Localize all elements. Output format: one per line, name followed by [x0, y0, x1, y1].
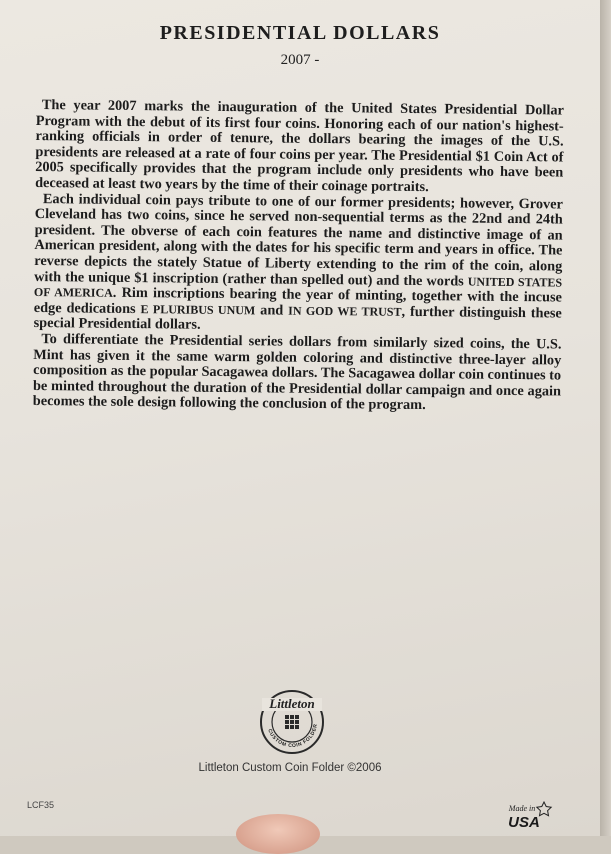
paragraph-2-part-d: , further distinguish these special Presidential dollars. — [33, 303, 562, 334]
paragraph-3: To differentiate the Presidential series dollars from similarly sized coins, the U.S. Mint has given it the same warm golden coloring and distinctive three-layer alloy composition as the popular Sacagawea dollars. The Sacagawea dollar coin continues to be minted throughout the duration of the Presidential dollar campaign and once again becomes the sole design following the conclusion of the program. — [32, 330, 562, 414]
logo-ring-text: CUSTOM COIN FOLDER — [266, 723, 320, 750]
made-in-label: Made in — [508, 804, 536, 813]
paragraph-2-part-a: Each individual coin pays tribute to one of our former presidents; however, Grover Cleveland has two coins, since he served non-sequential terms as the 22nd and 24th president. The obverse of each coin features the name and distinctive image of an American president, along with the dates for his specific term and years in office. The reverse depicts the stately Statue of Liberty extending to the rim of the coin, along with the unique $1 inscription (rather than spelled out) and the words — [34, 190, 564, 290]
paragraph-2 — [34, 192, 563, 338]
phrase-in-god-we-trust: IN GOD WE TRUST — [288, 303, 402, 319]
phrase-united-states: UNITED STATES OF AMERICA — [33, 274, 563, 300]
body-text — [33, 98, 564, 415]
product-code: LCF35 — [27, 800, 55, 810]
logo-brand: Littleton — [269, 696, 315, 711]
made-in-usa-icon — [500, 800, 556, 830]
footer-credit: Littleton Custom Coin Folder ©2006 — [198, 762, 382, 774]
paragraph-2-part-c: and — [260, 302, 284, 319]
page-subtitle-year: 2007 - — [280, 52, 320, 68]
coin-grid-icon — [285, 715, 299, 729]
usa-label: USA — [508, 814, 540, 830]
phrase-e-pluribus-unum: E PLURIBUS UNUM — [140, 301, 256, 318]
page-edge — [600, 0, 611, 836]
thumb — [236, 814, 320, 854]
paragraph-2-part-b: . Rim inscriptions bearing the year of minting, together with the incuse edge dedications — [33, 284, 563, 317]
page-title: PRESIDENTIAL DOLLARS — [159, 22, 441, 44]
paragraph-1: The year 2007 marks the inauguration of the United States Presidential Dollar Program with the debut of its first four coins. Honoring each of our nation's highest-ranking officials in order of tenure, the dollars bearing the images of the U.S. presidents are released at a rate of four coins per year. The Presidential $1 Coin Act of 2005 specifically provides that the program include only presidents who have been deceased at least two years by the time of their coinage portraits. — [35, 97, 564, 196]
littleton-logo-icon — [258, 688, 326, 756]
